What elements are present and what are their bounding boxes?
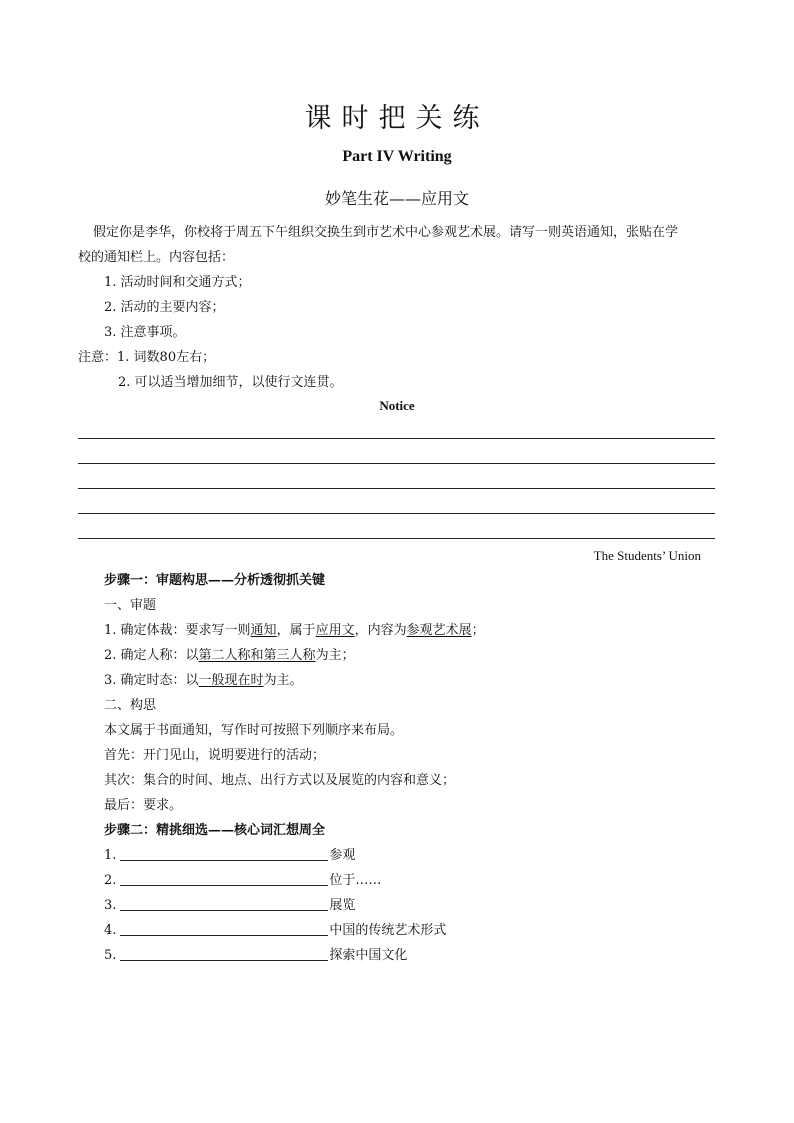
answer-line-5[interactable]	[78, 538, 715, 539]
genre-end: ；	[471, 623, 485, 638]
person-prefix: 2. 确定人称：以	[104, 648, 199, 663]
prompt-item-3: 3. 注意事项。	[104, 325, 186, 340]
signature: The Students’ Union	[593, 548, 701, 563]
vocab-item	[104, 897, 355, 915]
vocab-number: 1.	[104, 848, 117, 863]
vocab-number: 4.	[104, 923, 117, 938]
vocab-meaning: 探索中国文化	[329, 948, 408, 963]
vocab-blank[interactable]	[120, 947, 328, 961]
tense-prefix: 3. 确定时态：以	[104, 673, 199, 688]
genre-mid-2: ，内容为	[354, 623, 407, 638]
answer-line-4[interactable]	[78, 513, 715, 514]
person-end: 为主；	[315, 648, 355, 663]
genre-prefix: 1. 确定体裁：要求写一则	[104, 623, 251, 638]
vocab-number: 3.	[104, 898, 117, 913]
second-line: 其次：集合的时间、地点、出行方式以及展览的内容和意义；	[104, 773, 456, 788]
genre-underline-3: 参观艺术展	[406, 623, 472, 638]
part-heading: Part IV Writing	[342, 148, 452, 165]
vocab-meaning: 位于……	[329, 873, 382, 888]
genre-underline-1: 通知	[250, 623, 277, 638]
page-title: 课时把关练	[304, 103, 490, 134]
layout-line: 本文属于书面通知，写作时可按照下列顺序来布局。	[104, 723, 404, 738]
tense-line	[104, 672, 303, 690]
section-heading: 妙笔生花——应用文	[324, 189, 469, 208]
step1-heading: 步骤一：审题构思——分析透彻抓关键	[104, 573, 326, 588]
first-line: 首先：开门见山，说明要进行的活动；	[104, 748, 326, 763]
vocab-item	[104, 872, 381, 890]
prompt-item-1: 1. 活动时间和交通方式；	[104, 275, 251, 290]
notice-title: Notice	[379, 398, 415, 413]
vocab-item	[104, 847, 355, 865]
tense-underline: 一般现在时	[198, 673, 264, 688]
prompt-line-1: 假定你是李华，你校将于周五下午组织交换生到市艺术中心参观艺术展。请写一则英语通知，张贴在学	[93, 225, 679, 240]
prompt-line-2: 校的通知栏上。内容包括：	[78, 250, 235, 265]
vocab-blank[interactable]	[120, 847, 328, 861]
note-item-2: 2. 可以适当增加细节，以使行文连贯。	[118, 375, 343, 390]
answer-line-1[interactable]	[78, 438, 715, 439]
note-line-1	[78, 349, 215, 367]
note-label: 注意：	[78, 350, 118, 365]
vocab-blank[interactable]	[120, 872, 328, 886]
vocab-blank[interactable]	[120, 922, 328, 936]
answer-line-2[interactable]	[78, 463, 715, 464]
step1-sub-plan: 二、构思	[104, 698, 157, 713]
person-line	[104, 647, 355, 665]
vocab-meaning: 参观	[329, 848, 356, 863]
vocab-item	[104, 947, 407, 965]
last-line: 最后：要求。	[104, 798, 183, 813]
note-item-1: 1. 词数80左右；	[117, 350, 216, 365]
vocab-item	[104, 922, 446, 940]
person-underline: 第二人称和第三人称	[198, 648, 316, 663]
vocab-number: 5.	[104, 948, 117, 963]
step2-heading: 步骤二：精挑细选——核心词汇想周全	[104, 823, 326, 838]
tense-end: 为主。	[263, 673, 303, 688]
genre-line	[104, 622, 485, 640]
prompt-item-2: 2. 活动的主要内容；	[104, 300, 225, 315]
vocab-meaning: 展览	[329, 898, 356, 913]
vocab-number: 2.	[104, 873, 117, 888]
step1-sub-review: 一、审题	[104, 598, 157, 613]
genre-mid: ，属于	[276, 623, 316, 638]
vocab-meaning: 中国的传统艺术形式	[329, 923, 447, 938]
vocab-blank[interactable]	[120, 897, 328, 911]
genre-underline-2: 应用文	[315, 623, 355, 638]
answer-line-3[interactable]	[78, 488, 715, 489]
